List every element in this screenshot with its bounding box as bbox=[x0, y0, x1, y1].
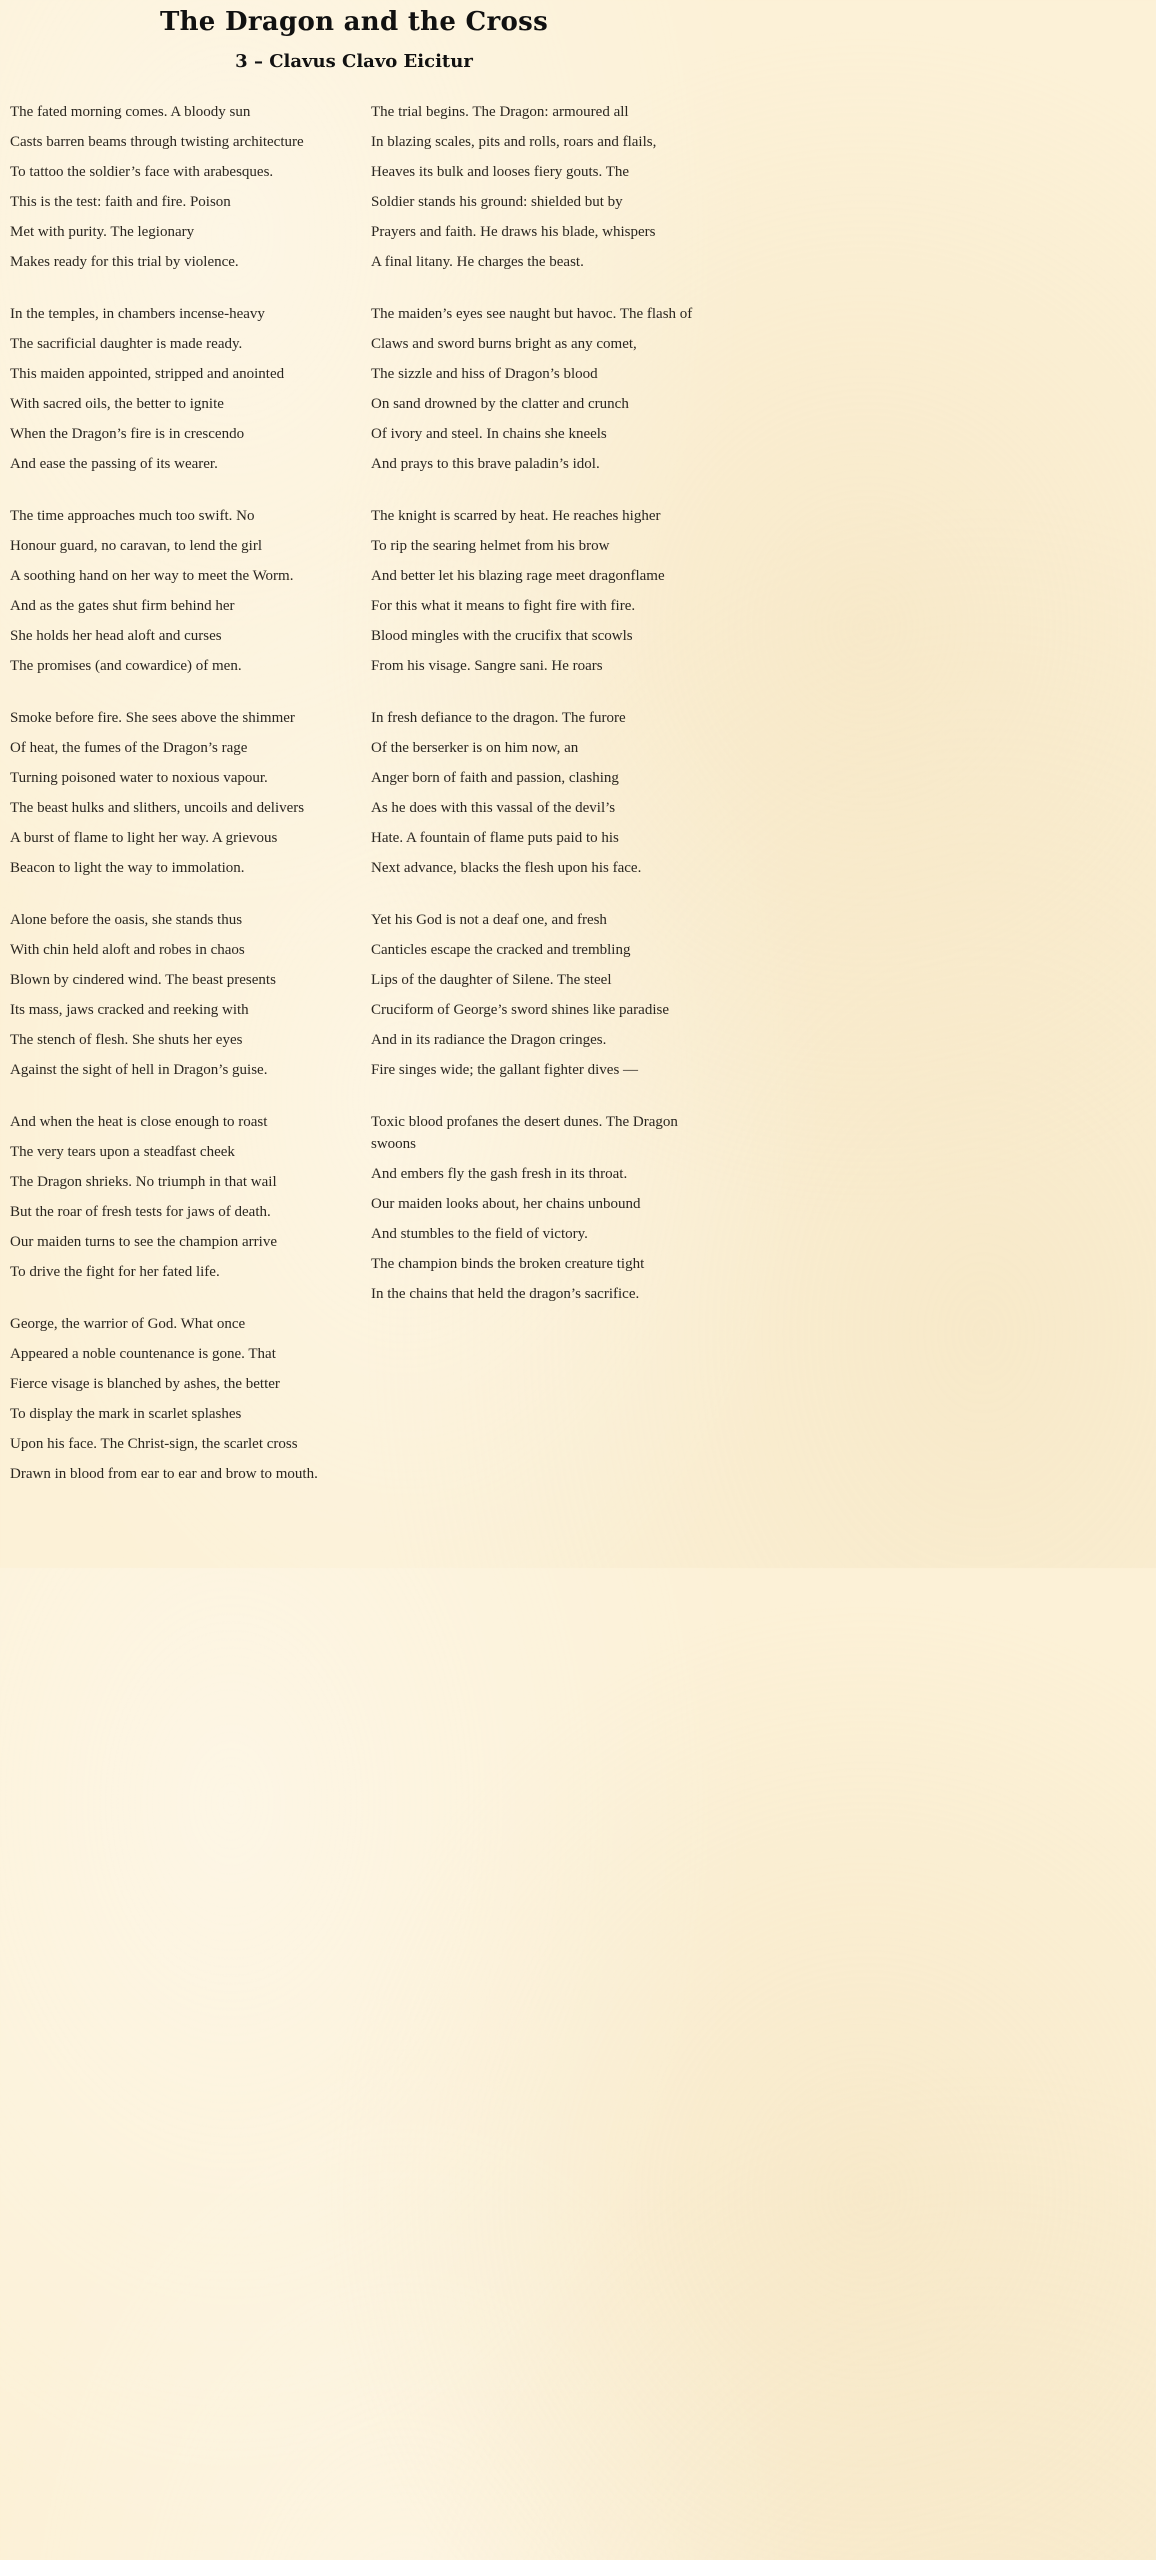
poem-line: Soldier stands his ground: shielded but by bbox=[371, 194, 623, 210]
poem-line: With sacred oils, the better to ignite bbox=[10, 396, 224, 412]
poem-line: Yet his God is not a deaf one, and fresh bbox=[371, 912, 607, 928]
poem-line: Toxic blood profanes the desert dunes. The Dragon swoons bbox=[371, 1114, 678, 1152]
poem-line: And stumbles to the field of victory. bbox=[371, 1226, 588, 1242]
poem-line: Casts barren beams through twisting architecture bbox=[10, 134, 304, 150]
poem-line: Against the sight of hell in Dragon’s guise. bbox=[10, 1062, 268, 1078]
poem-line: Fierce visage is blanched by ashes, the better bbox=[10, 1376, 280, 1392]
poem-line: Canticles escape the cracked and trembling bbox=[371, 942, 631, 958]
poem-line: Smoke before fire. She sees above the shimmer bbox=[10, 710, 295, 726]
poem-line: Of heat, the fumes of the Dragon’s rage bbox=[10, 740, 248, 756]
stanza bbox=[371, 707, 705, 879]
poem-line: Claws and sword burns bright as any comet, bbox=[371, 336, 637, 352]
poem-line: Of the berserker is on him now, an bbox=[371, 740, 579, 756]
poem-line: And when the heat is close enough to roast bbox=[10, 1114, 268, 1130]
poem-line: Turning poisoned water to noxious vapour. bbox=[10, 770, 268, 786]
poem-line: A soothing hand on her way to meet the Worm. bbox=[10, 568, 294, 584]
poem-line: A burst of flame to light her way. A grievous bbox=[10, 830, 278, 846]
poem-line: The time approaches much too swift. No bbox=[10, 508, 255, 524]
poem-line: A final litany. He charges the beast. bbox=[371, 254, 584, 270]
poem-line: To tattoo the soldier’s face with arabesques. bbox=[10, 164, 274, 180]
poem-line: Hate. A fountain of flame puts paid to his bbox=[371, 830, 619, 846]
poem-line: In fresh defiance to the dragon. The furore bbox=[371, 710, 626, 726]
poem-line: Fire singes wide; the gallant fighter dives — bbox=[371, 1062, 639, 1078]
poem-line: The sizzle and hiss of Dragon’s blood bbox=[371, 366, 598, 382]
poem-line: To drive the fight for her fated life. bbox=[10, 1264, 220, 1280]
poem-line: On sand drowned by the clatter and crunch bbox=[371, 396, 629, 412]
poem-line: The beast hulks and slithers, uncoils and delivers bbox=[10, 800, 305, 816]
poem-line: Prayers and faith. He draws his blade, whispers bbox=[371, 224, 656, 240]
poem-line: The knight is scarred by heat. He reaches higher bbox=[371, 508, 661, 524]
poem-line: The stench of flesh. She shuts her eyes bbox=[10, 1032, 243, 1048]
poem-line: Our maiden turns to see the champion arrive bbox=[10, 1234, 277, 1250]
poem-line: Drawn in blood from ear to ear and brow to mouth. bbox=[10, 1466, 318, 1482]
poem-line: In the temples, in chambers incense-heavy bbox=[10, 306, 265, 322]
poem-line: Our maiden looks about, her chains unbound bbox=[371, 1196, 641, 1212]
stanza bbox=[371, 505, 705, 677]
stanza bbox=[371, 909, 705, 1081]
poem-line: Cruciform of George’s sword shines like paradise bbox=[371, 1002, 669, 1018]
poem-line: And as the gates shut firm behind her bbox=[10, 598, 235, 614]
left-column bbox=[10, 101, 355, 1515]
poem-line: George, the warrior of God. What once bbox=[10, 1316, 246, 1332]
poem-line: And ease the passing of its wearer. bbox=[10, 456, 218, 472]
poem-line: The trial begins. The Dragon: armoured all bbox=[371, 104, 629, 120]
stanza bbox=[10, 909, 355, 1081]
poem-line: Beacon to light the way to immolation. bbox=[10, 860, 245, 876]
poem-line: She holds her head aloft and curses bbox=[10, 628, 222, 644]
poem-line: The champion binds the broken creature tight bbox=[371, 1256, 645, 1272]
poem-line: Lips of the daughter of Silene. The steel bbox=[371, 972, 612, 988]
poem-line: And embers fly the gash fresh in its throat. bbox=[371, 1166, 628, 1182]
poem-line: As he does with this vassal of the devil’s bbox=[371, 800, 616, 816]
poem-line: The maiden’s eyes see naught but havoc. The flash of bbox=[371, 306, 693, 322]
stanza bbox=[10, 707, 355, 879]
poem-line: Upon his face. The Christ-sign, the scarlet cross bbox=[10, 1436, 298, 1452]
stanza bbox=[10, 1111, 355, 1283]
poem-subtitle: 3 – Clavus Clavo Eicitur bbox=[235, 51, 473, 72]
stanza bbox=[10, 505, 355, 677]
poem-line: And prays to this brave paladin’s idol. bbox=[371, 456, 600, 472]
poem-line: And in its radiance the Dragon cringes. bbox=[371, 1032, 607, 1048]
poem-line: And better let his blazing rage meet dragonflame bbox=[371, 568, 665, 584]
poem-line: But the roar of fresh tests for jaws of death. bbox=[10, 1204, 271, 1220]
poem-line: To display the mark in scarlet splashes bbox=[10, 1406, 242, 1422]
stanza bbox=[10, 101, 355, 273]
poem-line: This is the test: faith and fire. Poison bbox=[10, 194, 231, 210]
stanza bbox=[10, 1313, 355, 1485]
poem-line: The sacrificial daughter is made ready. bbox=[10, 336, 243, 352]
poem-line: Its mass, jaws cracked and reeking with bbox=[10, 1002, 249, 1018]
stanza bbox=[10, 303, 355, 475]
poem-line: To rip the searing helmet from his brow bbox=[371, 538, 610, 554]
poem-line: Alone before the oasis, she stands thus bbox=[10, 912, 243, 928]
stanza bbox=[371, 101, 705, 273]
poem-line: Next advance, blacks the flesh upon his face. bbox=[371, 860, 642, 876]
poem-line: This maiden appointed, stripped and anointed bbox=[10, 366, 285, 382]
poem-line: Honour guard, no caravan, to lend the girl bbox=[10, 538, 263, 554]
poem-line: When the Dragon’s fire is in crescendo bbox=[10, 426, 245, 442]
poem-line: Blown by cindered wind. The beast presents bbox=[10, 972, 276, 988]
poem-line: Blood mingles with the crucifix that scowls bbox=[371, 628, 633, 644]
stanza bbox=[371, 303, 705, 475]
poem-line: In blazing scales, pits and rolls, roars and flails, bbox=[371, 134, 657, 150]
poem-line: In the chains that held the dragon’s sacrifice. bbox=[371, 1286, 640, 1302]
poem-title: The Dragon and the Cross bbox=[159, 7, 549, 37]
poem-line: The promises (and cowardice) of men. bbox=[10, 658, 242, 674]
poem-line: For this what it means to fight fire with fire. bbox=[371, 598, 636, 614]
poem-line: Heaves its bulk and looses fiery gouts. The bbox=[371, 164, 630, 180]
poem-line: Met with purity. The legionary bbox=[10, 224, 195, 240]
poem-line: Of ivory and steel. In chains she kneels bbox=[371, 426, 607, 442]
poem-line: From his visage. Sangre sani. He roars bbox=[371, 658, 603, 674]
poem-line: Makes ready for this trial by violence. bbox=[10, 254, 239, 270]
poem-line: The Dragon shrieks. No triumph in that wail bbox=[10, 1174, 277, 1190]
poem-line: The fated morning comes. A bloody sun bbox=[10, 104, 251, 120]
right-column bbox=[371, 101, 705, 1335]
stanza bbox=[371, 1111, 705, 1305]
poem-line: The very tears upon a steadfast cheek bbox=[10, 1144, 235, 1160]
poem-line: Anger born of faith and passion, clashing bbox=[371, 770, 619, 786]
poem-line: With chin held aloft and robes in chaos bbox=[10, 942, 245, 958]
poem-line: Appeared a noble countenance is gone. That bbox=[10, 1346, 276, 1362]
